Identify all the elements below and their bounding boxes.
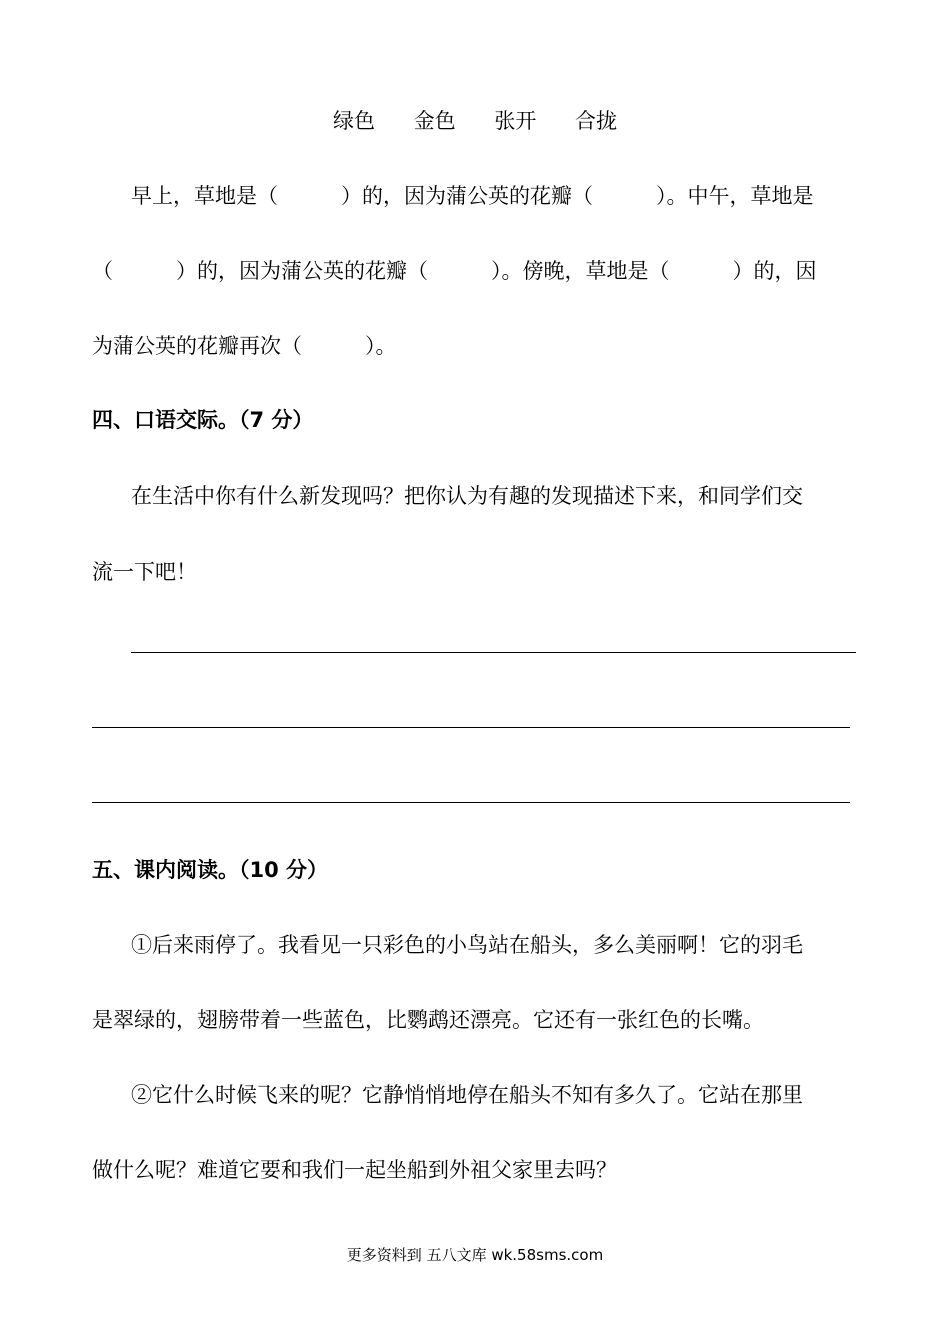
answer-line[interactable] — [131, 652, 856, 653]
reading-paragraph-1-line-2: 是翠绿的，翅膀带着一些蓝色，比鹦鹉还漂亮。它还有一张红色的长嘴。 — [92, 1008, 764, 1032]
section-4-prompt-line-1: 在生活中你有什么新发现吗？把你认为有趣的发现描述下来，和同学们交 — [131, 484, 803, 508]
reading-paragraph-2-line-1: ②它什么时候飞来的呢？它静悄悄地停在船头不知有多久了。它站在那里 — [131, 1083, 803, 1107]
answer-line[interactable] — [92, 727, 850, 728]
reading-paragraph-2-line-2: 做什么呢？难道它要和我们一起坐船到外祖父家里去吗？ — [92, 1158, 617, 1182]
fill-blank-line-3: 为蒲公英的花瓣再次（ ）。 — [92, 334, 397, 358]
word-option: 金色 — [413, 109, 456, 133]
section-5-heading: 五、课内阅读。（10 分） — [92, 858, 329, 882]
section-4-heading: 四、口语交际。（7 分） — [92, 408, 314, 432]
word-options — [0, 106, 950, 136]
word-option: 张开 — [494, 109, 537, 133]
section-4-prompt-line-2: 流一下吧！ — [92, 560, 197, 584]
answer-line[interactable] — [92, 802, 850, 803]
reading-paragraph-1-line-1: ①后来雨停了。我看见一只彩色的小鸟站在船头，多么美丽啊！它的羽毛 — [131, 933, 803, 957]
word-option: 绿色 — [332, 109, 375, 133]
fill-blank-line-2: （ ）的，因为蒲公英的花瓣（ ）。傍晚，草地是（ ）的，因 — [92, 259, 817, 283]
word-option: 合拢 — [575, 109, 618, 133]
fill-blank-line-1: 早上，草地是（ ）的，因为蒲公英的花瓣（ ）。中午，草地是 — [131, 184, 814, 208]
footer-source: 更多资料到 五八文库 wk.58sms.com — [346, 1246, 604, 1264]
